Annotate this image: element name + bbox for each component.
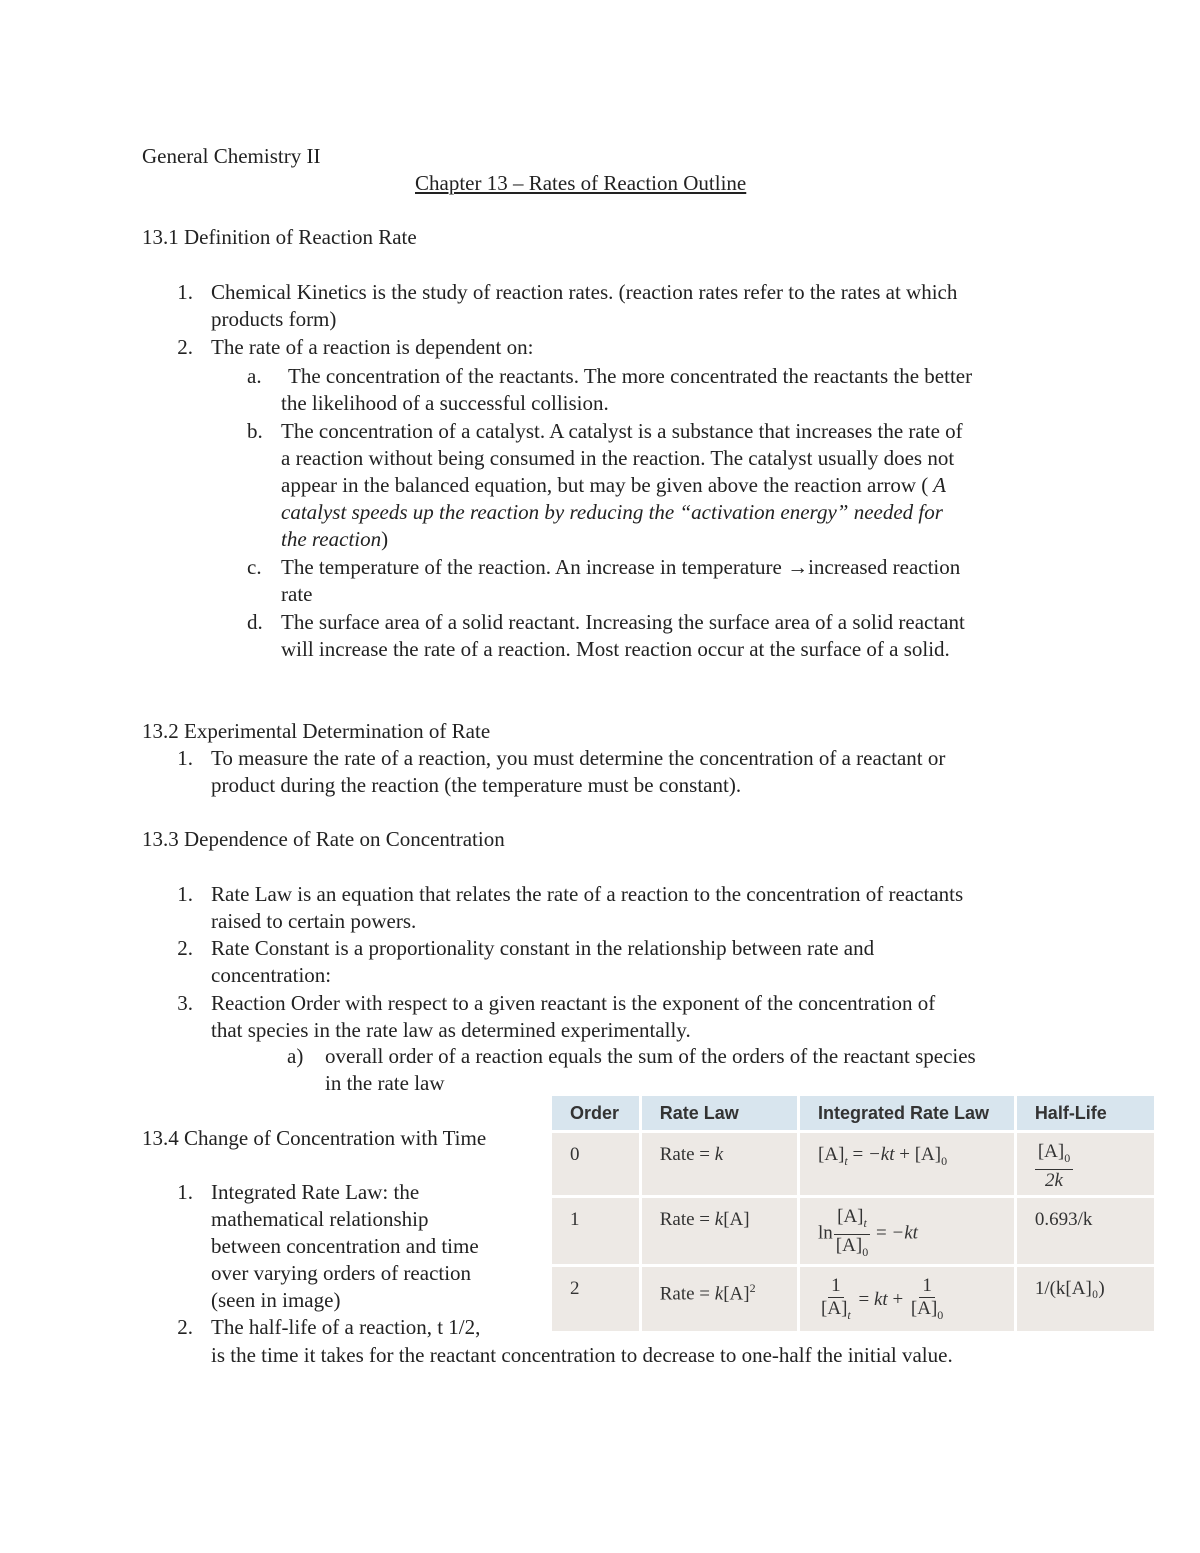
arrow-icon: → [787,555,809,579]
list-number: 2. [177,936,193,960]
plus: + [899,1144,910,1165]
sublist-letter: b. [247,419,263,443]
list-item-text: over varying orders of reaction [211,1261,472,1285]
integrated-law-cell [800,1133,1014,1195]
sublist-text [281,554,960,581]
table-row [552,1133,1154,1195]
plus: + [892,1288,904,1310]
rate-law-cell [642,1267,797,1331]
table-row [552,1267,1154,1331]
fraction [833,1206,871,1263]
numerator: 1 [828,1275,844,1298]
sublist-text [281,526,388,553]
half-life-cell: 1/(k[A]₀) [1017,1267,1154,1331]
text-run: The temperature of the reaction. An increase in temperature [281,555,788,579]
half-life-cell [1017,1133,1154,1195]
rate-law-cell [642,1133,797,1195]
concentration: [A] [914,1144,942,1165]
concentration: [A] [837,1206,864,1227]
rate-prefix: Rate = [659,1283,715,1305]
text-run: ) [381,527,389,551]
integrated-law-cell [800,1267,1014,1331]
list-item-text: Rate Law is an equation that relates the rate of a reaction to the concentration of reactants [211,882,964,906]
denominator [818,1298,854,1326]
sublist-letter: a) [287,1044,304,1068]
list-item-text: is the time it takes for the reactant concentration to decrease to one-half the initial value. [211,1343,953,1367]
rate-constant: k [714,1144,724,1165]
sublist-text: the likelihood of a successful collision. [281,391,609,415]
list-item-text: concentration: [211,963,332,987]
table-header: Integrated Rate Law [800,1096,1014,1130]
italic-run: the reaction [281,527,382,551]
sublist-text: overall order of a reaction equals the sum of the orders of the reactant species [325,1044,976,1068]
subscript: t [847,1307,851,1322]
rate-law-cell [642,1198,797,1264]
denominator [833,1235,871,1263]
term: 2k [1045,1169,1063,1191]
order-cell: 0 [552,1133,639,1195]
denominator [908,1298,946,1326]
concentration: [A] [723,1209,750,1230]
section-13-4-heading: 13.4 Change of Concentration with Time [142,1126,487,1150]
subscript: t [863,1215,867,1230]
page-title: Chapter 13 – Rates of Reaction Outline [415,171,747,195]
list-item-text: Chemical Kinetics is the study of reaction rates. (reaction rates refer to the rates at which [211,280,958,304]
sublist-text: The concentration of a catalyst. A catalyst is a substance that increases the rate of [281,419,963,443]
list-item-text: products form) [211,307,337,331]
subscript: 0 [937,1307,944,1322]
concentration: [A] [1037,1141,1065,1162]
list-number: 2. [177,335,193,359]
subscript: 0 [1064,1150,1071,1165]
table-header: Half-Life [1017,1096,1154,1130]
sublist-letter: a. [247,364,262,388]
italic-run: catalyst speeds up the reaction by reducing the “activation energy” needed for [281,500,943,524]
sublist-text: The surface area of a solid reactant. Increasing the surface area of a solid reactant [281,610,965,634]
list-item-text: To measure the rate of a reaction, you must determine the concentration of a reactant or [211,746,946,770]
course-name: General Chemistry II [142,144,321,168]
text-run: appear in the balanced equation, but may be given above the reaction arrow ( [281,473,929,497]
list-item-text: that species in the rate law as determined experimentally. [211,1018,691,1042]
list-item-text: The half-life of a reaction, t 1/2, [211,1315,481,1339]
term: −kt [867,1144,895,1165]
italic-run: A [928,473,946,497]
list-item-text: mathematical relationship [211,1207,429,1231]
section-13-1-heading: 13.1 Definition of Reaction Rate [142,225,417,249]
list-number: 1. [177,746,193,770]
list-number: 2. [177,1315,193,1339]
fraction [908,1275,946,1326]
list-item-text: Reaction Order with respect to a given reactant is the exponent of the concentration of [211,991,936,1015]
term: −kt [891,1222,918,1244]
list-item-text: product during the reaction (the temperature must be constant). [211,773,742,797]
rate-constant: k [714,1283,724,1305]
numerator [1035,1141,1073,1170]
sublist-text: will increase the rate of a reaction. Most reaction occur at the surface of a solid. [281,637,950,661]
rate-prefix: Rate = [659,1144,715,1165]
section-13-2-heading: 13.2 Experimental Determination of Rate [142,719,491,743]
equals: = [852,1144,864,1165]
list-item-text: The rate of a reaction is dependent on: [211,335,534,359]
concentration: [A] [910,1298,938,1319]
concentration: [A] [818,1144,845,1165]
fraction [818,1275,854,1326]
concentration: [A] [821,1298,848,1319]
rate-law-table [549,1093,1157,1334]
sublist-letter: c. [247,555,262,579]
fraction [1035,1141,1073,1192]
denominator [1042,1170,1066,1192]
table-header: Rate Law [642,1096,797,1130]
text-run: increased reaction [808,555,961,579]
list-item-text: (seen in image) [211,1288,341,1312]
sublist-text [281,472,946,499]
list-number: 1. [177,882,193,906]
list-number: 3. [177,991,193,1015]
integrated-law-cell [800,1198,1014,1264]
list-item-text: between concentration and time [211,1234,479,1258]
rate-constant: k [714,1209,724,1230]
section-13-3-heading: 13.3 Dependence of Rate on Concentration [142,827,505,851]
sublist-text: in the rate law [325,1071,445,1095]
list-item-text: Rate Constant is a proportionality constant in the relationship between rate and [211,936,875,960]
equals: = [875,1222,887,1244]
subscript: 0 [862,1244,869,1259]
superscript: 2 [749,1281,756,1295]
term: kt [873,1288,888,1310]
concentration: [A] [835,1234,863,1256]
sublist-text: a reaction without being consumed in the reaction. The catalyst usually does not [281,446,955,470]
sublist-text: rate [281,582,313,606]
table-header: Order [552,1096,639,1130]
numerator: 1 [919,1275,935,1298]
subscript: t [844,1153,848,1168]
table-row [552,1198,1154,1264]
equals: = [858,1288,870,1310]
list-number: 1. [177,1180,193,1204]
ln: ln [818,1222,833,1244]
list-number: 1. [177,280,193,304]
sublist-text: The concentration of the reactants. The more concentrated the reactants the better [288,364,973,388]
sublist-letter: d. [247,610,263,634]
numerator [834,1206,870,1235]
subscript: 0 [941,1153,948,1168]
sublist-text [281,499,943,526]
rate-prefix: Rate = [659,1209,715,1230]
list-item-text: Integrated Rate Law: the [211,1180,420,1204]
order-cell: 2 [552,1267,639,1331]
concentration: [A] [723,1283,750,1305]
half-life-cell: 0.693/k [1017,1198,1154,1264]
list-item-text: raised to certain powers. [211,909,417,933]
order-cell: 1 [552,1198,639,1264]
